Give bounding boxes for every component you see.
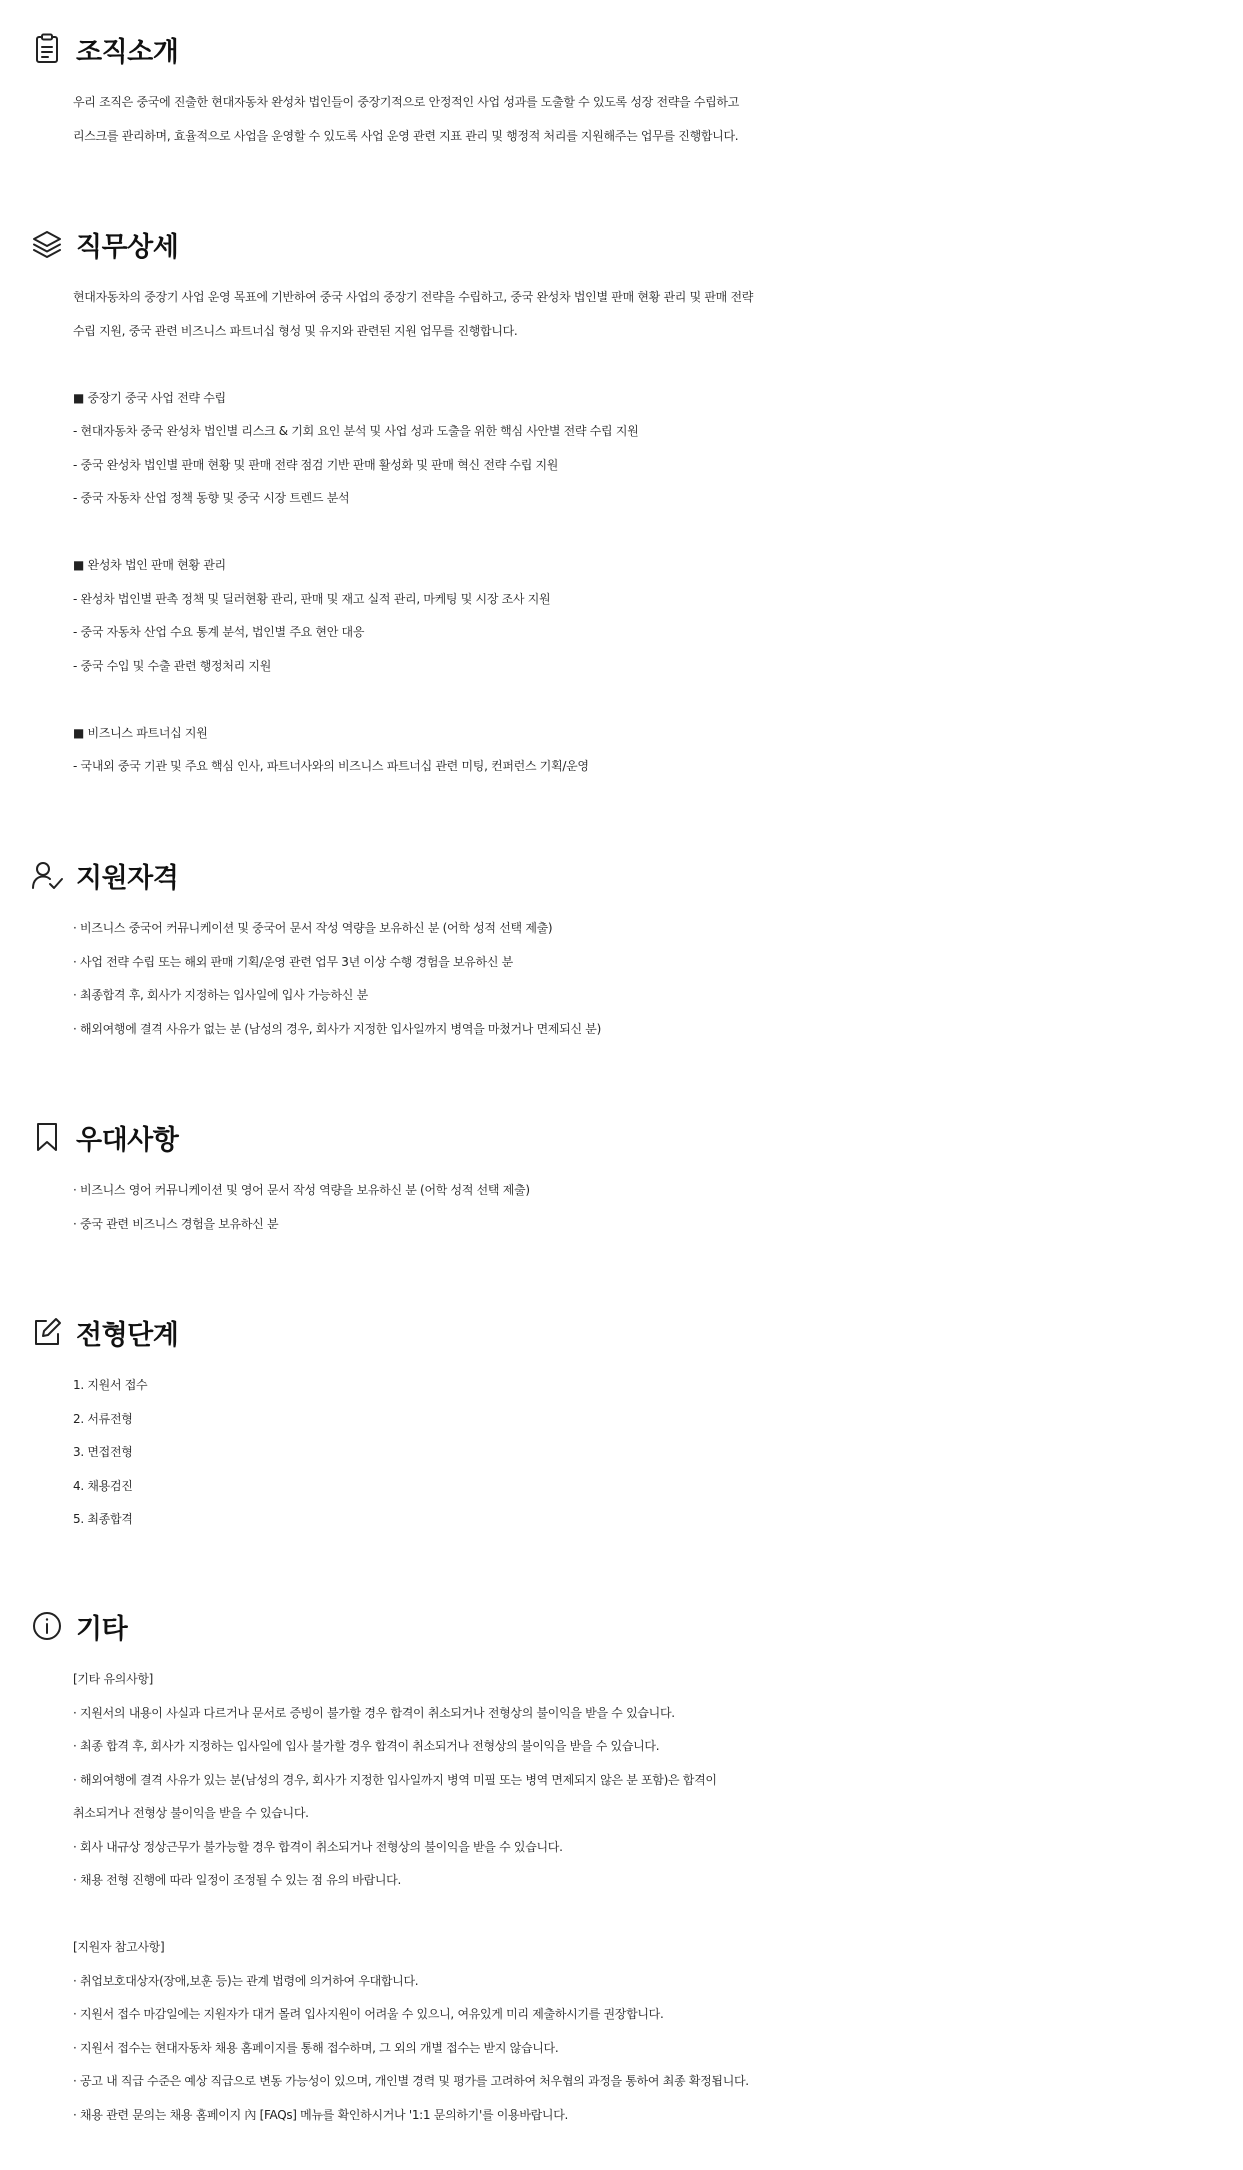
list-item-continued: 취소되거나 전형상 불이익을 받을 수 있습니다. [73, 1806, 309, 1820]
list-item: 2. 서류전형 [73, 1411, 133, 1426]
list-item: 1. 지원서 접수 [73, 1378, 148, 1392]
bookmark-icon [30, 1120, 64, 1154]
list-item: - 중국 완성차 법인별 판매 현황 및 판매 전략 점검 기반 판매 활성화 및 판매 혁신 전략 수립 지원 [73, 457, 559, 472]
list-item: · 취업보호대상자(장애,보훈 등)는 관계 법령에 의거하여 우대합니다. [73, 1973, 419, 1988]
text-line: 우리 조직은 중국에 진출한 현대자동차 완성차 법인들이 중장기적으로 안정적인 사업 성과를 도출할 수 있도록 성장 전략을 수립하고 [73, 95, 740, 109]
list-item: - 완성차 법인별 판촉 정책 및 딜러현황 관리, 판매 및 재고 실적 관리, 마케팅 및 시장 조사 지원 [73, 591, 551, 606]
list-item: · 비즈니스 영어 커뮤니케이션 및 영어 문서 작성 역량을 보유하신 분 (어학 성적 선택 제출) [73, 1183, 530, 1197]
section-body [73, 1663, 1233, 2132]
subheading: [기타 유의사항] [73, 1672, 154, 1686]
subheading: ■ 완성차 법인 판매 현황 관리 [73, 558, 226, 572]
text-line: 수립 지원, 중국 관련 비즈니스 파트너십 형성 및 유지와 관련된 지원 업무를 진행합니다. [73, 323, 518, 338]
list-item: · 해외여행에 결격 사유가 있는 분(남성의 경우, 회사가 지정한 입사일까지 병역 미필 또는 병역 면제되지 않은 분 포함)은 합격이 [73, 1772, 717, 1787]
list-item: · 회사 내규상 정상근무가 불가능할 경우 합격이 취소되거나 전형상의 불이익을 받을 수 있습니다. [73, 1839, 563, 1854]
section-title: 지원자격 [76, 862, 179, 894]
list-item: · 공고 내 직급 수준은 예상 직급으로 변동 가능성이 있으며, 개인별 경력 및 평가를 고려하여 처우협의 과정을 통하여 최종 확정됩니다. [73, 2074, 749, 2088]
list-item: · 비즈니스 중국어 커뮤니케이션 및 중국어 문서 작성 역량을 보유하신 분 (어학 성적 선택 제출) [73, 921, 553, 935]
section-header [30, 1311, 178, 1353]
subheading: [지원자 참고사항] [73, 1940, 165, 1954]
text-line: 리스크를 관리하며, 효율적으로 사업을 운영할 수 있도록 사업 운영 관련 지표 관리 및 행정적 처리를 지원해주는 업무를 진행합니다. [73, 128, 739, 143]
list-item: · 채용 전형 진행에 따라 일정이 조정될 수 있는 점 유의 바랍니다. [73, 1873, 401, 1887]
list-item: · 채용 관련 문의는 채용 홈페이지 內 [FAQs] 메뉴를 확인하시거나 '1:1 문의하기'를 이용바랍니다. [73, 2107, 569, 2122]
section-title: 우대사항 [76, 1124, 179, 1156]
spacer [73, 683, 1233, 717]
list-item: 3. 면접전형 [73, 1445, 133, 1459]
text-line: 현대자동차의 중장기 사업 운영 목표에 기반하여 중국 사업의 중장기 전략을 수립하고, 중국 완성차 법인별 판매 현황 관리 및 판매 전략 [73, 290, 754, 304]
section-title: 조직소개 [76, 36, 179, 68]
list-item: · 사업 전략 수립 또는 해외 판매 기획/운영 관련 업무 3년 이상 수행 경험을 보유하신 분 [73, 954, 513, 969]
section-body [73, 1369, 1233, 1537]
list-item: 5. 최종합격 [73, 1512, 133, 1526]
spacer [73, 516, 1233, 550]
edit-icon [30, 1315, 64, 1349]
section-header [30, 854, 178, 896]
section-body [73, 912, 1233, 1046]
person-check-icon [30, 858, 64, 892]
layers-icon [30, 227, 64, 261]
section-title: 전형단계 [76, 1319, 179, 1351]
section-body [73, 86, 1233, 153]
section-body [73, 281, 1233, 784]
list-item: 4. 채용검진 [73, 1478, 133, 1493]
list-item: - 중국 자동차 산업 수요 통계 분석, 법인별 주요 현안 대응 [73, 625, 365, 639]
list-item: - 국내외 중국 기관 및 주요 핵심 인사, 파트너사와의 비즈니스 파트너십 관련 미팅, 컨퍼런스 기획/운영 [73, 759, 589, 773]
list-item: · 지원서 접수 마감일에는 지원자가 대거 몰려 입사지원이 어려울 수 있으니, 여유있게 미리 제출하시기를 권장합니다. [73, 2007, 664, 2021]
list-item: - 중국 수입 및 수출 관련 행정처리 지원 [73, 658, 272, 673]
list-item: · 지원서 접수는 현대자동차 채용 홈페이지를 통해 접수하며, 그 외의 개별 접수는 받지 않습니다. [73, 2040, 559, 2055]
subheading: ■ 중장기 중국 사업 전략 수립 [73, 390, 226, 405]
section-header [30, 28, 178, 70]
spacer [73, 348, 1233, 382]
list-item: - 현대자동차 중국 완성차 법인별 리스크 & 기회 요인 분석 및 사업 성과 도출을 위한 핵심 사안별 전략 수립 지원 [73, 424, 639, 438]
spacer [73, 1898, 1233, 1932]
section-title: 직무상세 [76, 231, 179, 263]
list-item: · 해외여행에 결격 사유가 없는 분 (남성의 경우, 회사가 지정한 입사일까지 병역을 마쳤거나 면제되신 분) [73, 1021, 601, 1036]
section-header [30, 1605, 127, 1647]
list-item: · 지원서의 내용이 사실과 다르거나 문서로 증빙이 불가할 경우 합격이 취소되거나 전형상의 불이익을 받을 수 있습니다. [73, 1705, 675, 1720]
clipboard-icon [30, 32, 64, 66]
section-title: 기타 [76, 1613, 128, 1645]
section-body [73, 1174, 1233, 1241]
list-item: · 중국 관련 비즈니스 경험을 보유하신 분 [73, 1216, 279, 1231]
section-header [30, 1116, 178, 1158]
info-icon [30, 1609, 64, 1643]
list-item: · 최종합격 후, 회사가 지정하는 입사일에 입사 가능하신 분 [73, 988, 368, 1002]
subheading: ■ 비즈니스 파트너십 지원 [73, 725, 208, 740]
list-item: · 최종 합격 후, 회사가 지정하는 입사일에 입사 불가할 경우 합격이 취소되거나 전형상의 불이익을 받을 수 있습니다. [73, 1739, 660, 1753]
section-header [30, 223, 178, 265]
list-item: - 중국 자동차 산업 정책 동향 및 중국 시장 트렌드 분석 [73, 491, 350, 505]
